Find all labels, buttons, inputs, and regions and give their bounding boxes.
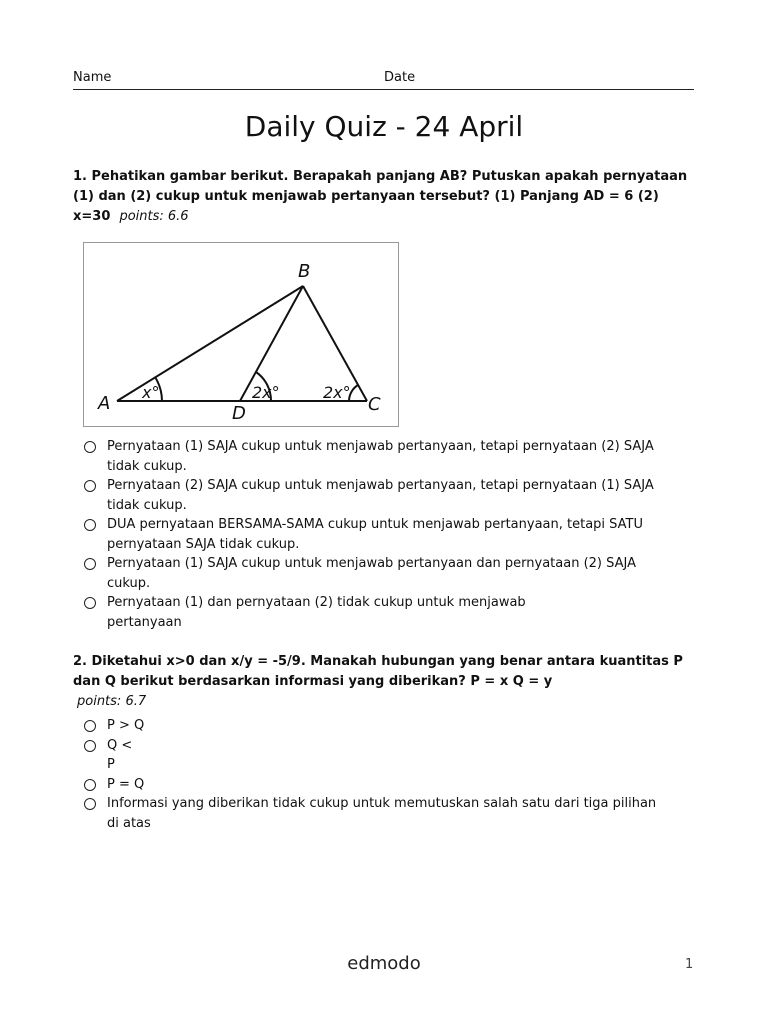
question-2-options (83, 716, 683, 833)
radio-button[interactable] (84, 798, 96, 810)
date-label: Date (384, 70, 416, 85)
vertex-label-b: B (298, 261, 311, 282)
radio-button[interactable] (84, 597, 96, 609)
vertex-label-d: D (232, 403, 246, 424)
q1-option-2[interactable]: Pernyataan (2) SAJA cukup untuk menjawab pertanyaan, tetapi pernyataan (1) SAJA tidak cukup. (83, 476, 683, 515)
q1-option-4[interactable]: Pernyataan (1) SAJA cukup untuk menjawab pertanyaan dan pernyataan (2) SAJA cukup. (83, 554, 683, 593)
q2-option-3[interactable]: P = Q (83, 775, 683, 795)
q1-option-3[interactable]: DUA pernyataan BERSAMA-SAMA cukup untuk menjawab pertanyaan, tetapi SATU pernyataan SAJA tidak cukup. (83, 515, 683, 554)
vertex-label-a: A (98, 393, 111, 414)
angle-label-a: x° (142, 383, 160, 402)
triangle-figure (83, 242, 399, 427)
radio-button[interactable] (84, 480, 96, 492)
question-1-points: points: 6.6 (119, 209, 189, 224)
q1-option-1[interactable]: Pernyataan (1) SAJA cukup untuk menjawab pertanyaan, tetapi pernyataan (2) SAJA tidak cukup. (83, 437, 683, 476)
angle-label-c: 2x° (323, 383, 351, 402)
q2-option-1[interactable]: P > Q (83, 716, 683, 736)
name-date-header (73, 70, 694, 90)
question-1-text: 1. Pehatikan gambar berikut. Berapakah panjang AB? Putuskan apakah pernyataan (1) dan (2) cukup untuk menjawab pertanyaan tersebut? (1) Panjang AD = 6 (2) x=30 (73, 169, 688, 224)
page-title: Daily Quiz - 24 April (244, 110, 524, 143)
angle-label-d: 2x° (252, 383, 280, 402)
question-2 (73, 652, 695, 712)
radio-button[interactable] (84, 558, 96, 570)
radio-button[interactable] (84, 740, 96, 752)
q1-option-5[interactable]: Pernyataan (1) dan pernyataan (2) tidak cukup untuk menjawab pertanyaan (83, 593, 683, 632)
vertex-label-c: C (368, 394, 381, 415)
q2-option-4[interactable]: Informasi yang diberikan tidak cukup untuk memutuskan salah satu dari tiga pilihan di atas (83, 794, 683, 833)
question-1 (73, 167, 695, 227)
question-1-options (83, 437, 683, 632)
q2-option-2[interactable]: Q < P (83, 736, 683, 775)
triangle-diagram (84, 243, 398, 426)
question-2-text: 2. Diketahui x>0 dan x/y = -5/9. Manakah hubungan yang benar antara kuantitas P dan Q berikut berdasarkan informasi yang diberikan? P = x Q = y (73, 654, 683, 689)
radio-button[interactable] (84, 720, 96, 732)
page-number: 1 (685, 957, 694, 972)
edmodo-logo: edmodo (347, 953, 421, 974)
radio-button[interactable] (84, 779, 96, 791)
radio-button[interactable] (84, 441, 96, 453)
radio-button[interactable] (84, 519, 96, 531)
name-label: Name (73, 70, 112, 85)
question-2-points: points: 6.7 (77, 694, 147, 709)
